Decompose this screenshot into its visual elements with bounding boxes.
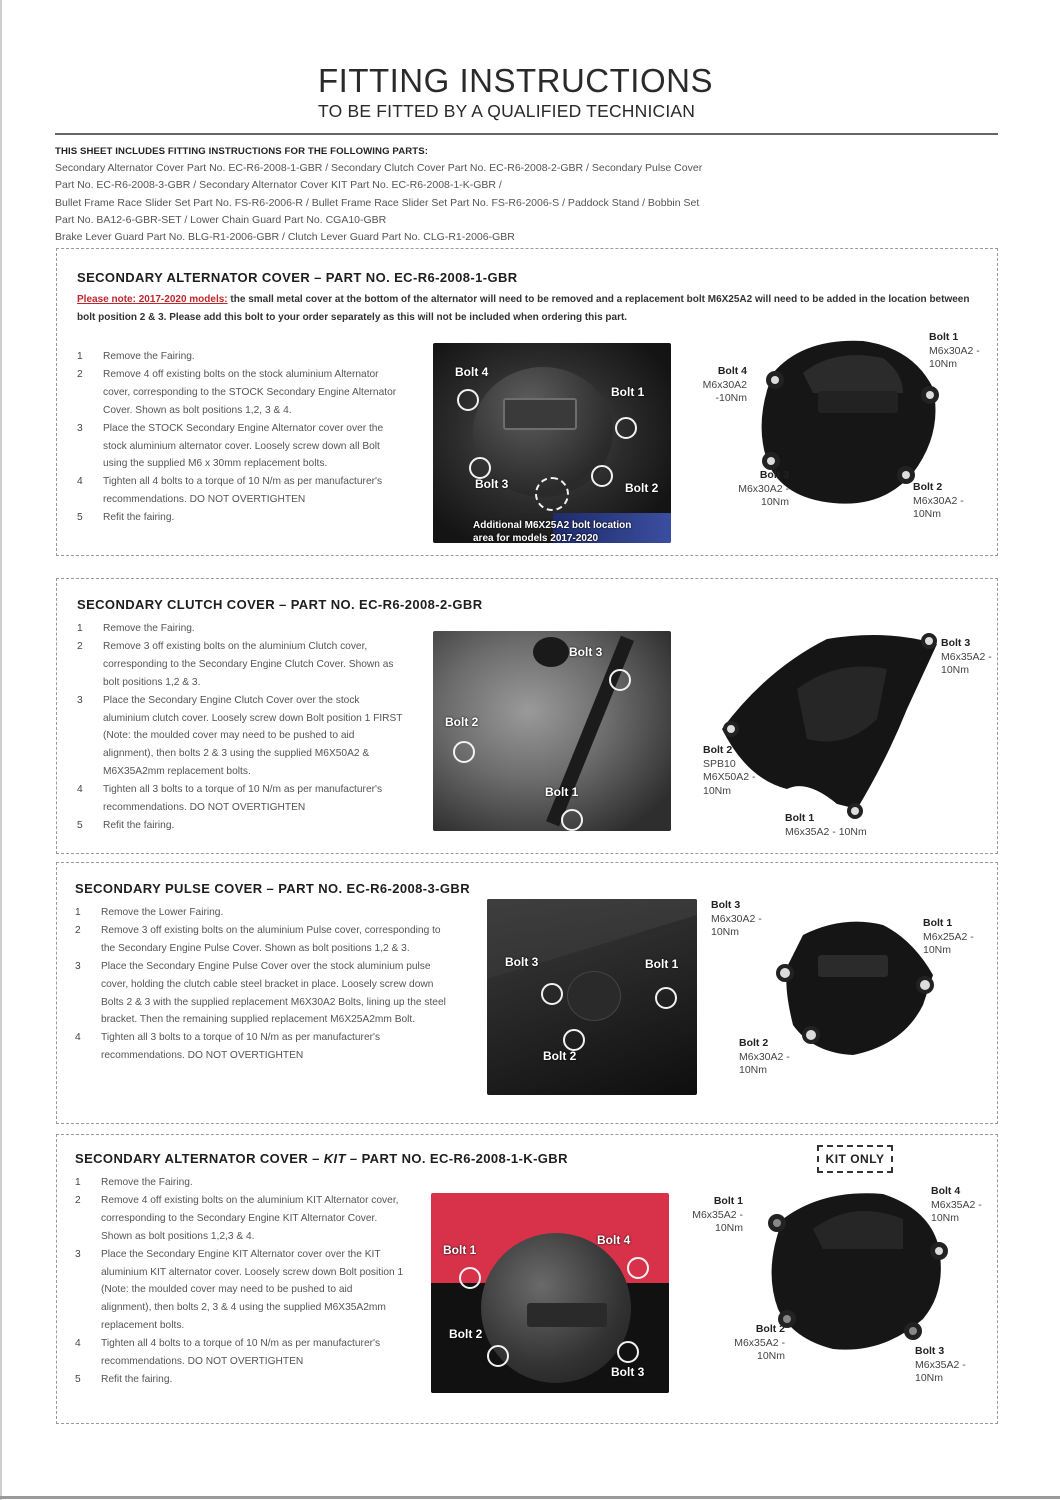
bolt-ring: [453, 741, 475, 763]
kit-photo: [431, 1193, 669, 1393]
section-clutch-cover: [56, 578, 998, 854]
bolt-callout: Bolt 3 M6x35A2 - 10Nm: [915, 1345, 966, 1384]
step-item: 4 Tighten all 4 bolts to a torque of 10 N/m as per manufacturer's recommendations. DO NOT OVERTIGHTEN: [77, 476, 383, 506]
clutch-photo: [433, 631, 671, 831]
photo-bolt-label: Bolt 1: [611, 385, 645, 399]
photo-bolt-label: Bolt 3: [569, 645, 603, 659]
step-item: 2 Remove 4 off existing bolts on the aluminium KIT Alternator cover, corresponding to the Secondary Engine KIT Alternator Cover. Shown as bolt positions 1,2,3 & 4.: [75, 1194, 399, 1242]
bolt-ring: [457, 389, 479, 411]
bolt-ring: [627, 1257, 649, 1279]
pulse-photo: [487, 899, 697, 1095]
section-title: SECONDARY ALTERNATOR COVER – PART NO. EC-R6-2008-1-GBR: [77, 270, 518, 285]
bolt-ring: [655, 987, 677, 1009]
step-item: 4 Tighten all 4 bolts to a torque of 10 N/m as per manufacturer's recommendations. DO NOT OVERTIGHTEN: [75, 1338, 381, 1368]
note-label: Please note: 2017-2020 models:: [77, 294, 228, 305]
page-title: FITTING INSTRUCTIONS: [318, 62, 713, 99]
photo-bolt-label: Bolt 3: [475, 477, 509, 491]
step-item: 3 Place the Secondary Engine Clutch Cover over the stock aluminium clutch cover. Loosely screw down Bolt position 1 FIRST (Note: the moulded cover may need to be pushed to aid alignment), then bolts 2 & 3 using the supplied M6X50A2 & M6X35A2mm replacement bolts.: [77, 694, 403, 778]
step-item: 3 Place the Secondary Engine KIT Alternator cover over the KIT aluminium KIT alternator cover. Loosely screw down Bolt position 1 (Note: the moulded cover may need to be pushed to aid alignment), then bolts 2, 3 & 4 using the supplied M6X35A2mm replacement bolts.: [75, 1248, 404, 1332]
bolt-callout: Bolt 2 M6x35A2 - 10Nm: [734, 1323, 785, 1362]
step-item: 1 Remove the Fairing.: [77, 351, 195, 362]
section-alternator-cover-kit: [56, 1134, 998, 1424]
bolt-callout: Bolt 3 M6x30A2 - 10Nm: [711, 899, 762, 938]
section-pulse-cover: [56, 862, 998, 1124]
step-item: 2 Remove 3 off existing bolts on the aluminium Clutch cover, corresponding to the Secondary Engine Clutch Cover. Shown as bolt positions 1,2 & 3.: [77, 640, 394, 688]
bolt-ring: [469, 457, 491, 479]
bolt-callout: Bolt 1 M6x35A2 - 10Nm: [692, 1195, 743, 1234]
photo-bolt-label: Bolt 4: [597, 1233, 631, 1247]
photo-bolt-label: Bolt 3: [611, 1365, 645, 1379]
step-item: 2 Remove 3 off existing bolts on the aluminium Pulse cover, corresponding to the Secondary Engine Pulse Cover. Shown as bolt positions 1,2 & 3.: [75, 924, 441, 954]
section-title: SECONDARY CLUTCH COVER – PART NO. EC-R6-2008-2-GBR: [77, 597, 483, 612]
photo-bolt-label: Bolt 2: [543, 1049, 577, 1063]
bolt-callout: Bolt 3 M6x35A2 - 10Nm: [941, 637, 992, 676]
parts-list-line: Secondary Alternator Cover Part No. EC-R6-2008-1-GBR / Secondary Clutch Cover Part No. EC-R6-2008-2-GBR / Secondary Pulse Cover: [55, 162, 703, 175]
section-title: SECONDARY ALTERNATOR COVER – KIT – PART NO. EC-R6-2008-1-K-GBR: [75, 1151, 568, 1166]
bolt-ring-dashed: [535, 477, 569, 511]
bolt-callout: Bolt 1 M6x30A2 - 10Nm: [929, 331, 980, 370]
bolt-callout: Bolt 2 M6x30A2 - 10Nm: [913, 481, 964, 520]
step-item: 1 Remove the Lower Fairing.: [75, 907, 224, 918]
section-alternator-cover: [56, 248, 998, 556]
parts-list: [55, 143, 1005, 246]
step-list: [77, 348, 407, 527]
step-item: 1 Remove the Fairing.: [75, 1177, 193, 1188]
step-item: 3 Place the STOCK Secondary Engine Alternator cover over the stock aluminium alternator cover. Loosely screw down all Bolt using the supplied M6 x 30mm replacement bolts.: [77, 422, 384, 470]
page-subtitle: TO BE FITTED BY A QUALIFIED TECHNICIAN: [318, 101, 696, 121]
parts-list-line: Part No. BA12-6-GBR-SET / Lower Chain Guard Part No. CGA10-GBR: [55, 213, 387, 226]
note-text: the small metal cover at the bottom of the alternator will need to be removed and a replacement bolt M6X25A2 will need to be added in the location between bolt position 2 & 3. Please add this bolt to your order separately as this will not be included when ordering this part.: [77, 294, 970, 323]
kit-only-badge: KIT ONLY: [817, 1145, 893, 1173]
bolt-callout: Bolt 4 M6x35A2 - 10Nm: [931, 1185, 982, 1224]
step-list: [75, 904, 455, 1065]
photo-bolt-label: Bolt 2: [449, 1327, 483, 1341]
bolt-ring: [609, 669, 631, 691]
bolt-ring: [563, 1029, 585, 1051]
photo-bolt-label: Bolt 1: [645, 957, 679, 971]
parts-list-line: Part No. EC-R6-2008-3-GBR / Secondary Alternator Cover KIT Part No. EC-R6-2008-1-K-GBR /: [55, 179, 502, 192]
bolt-callout: Bolt 4 M6x30A2 -10Nm: [702, 365, 747, 404]
step-item: 3 Place the Secondary Engine Pulse Cover over the stock aluminium pulse cover, holding the clutch cable steel bracket in place. Loosely screw down Bolts 2 & 3 with the supplied replacement M6X30A2 Bolts, lining up the steel bracket. Then the remaining supplied replacement M6X25A2mm Bolt.: [75, 960, 446, 1026]
step-item: 5 Refit the fairing.: [75, 1373, 173, 1385]
section-title: SECONDARY PULSE COVER – PART NO. EC-R6-2008-3-GBR: [75, 881, 470, 896]
step-item: 4 Tighten all 3 bolts to a torque of 10 N/m as per manufacturer's recommendations. DO NOT OVERTIGHTEN: [75, 1032, 381, 1062]
photo-bolt-label: Bolt 1: [545, 785, 579, 799]
bolt-callout: Bolt 2 M6x30A2 - 10Nm: [739, 1037, 790, 1076]
model-note: [77, 291, 977, 327]
photo-bolt-label: Bolt 3: [505, 955, 539, 969]
step-list: [75, 1174, 405, 1389]
bolt-callout: Bolt 3 M6x30A2 - 10Nm: [738, 469, 789, 508]
photo-caption: Additional M6X25A2 bolt location area for models 2017-2020: [473, 520, 632, 543]
photo-bolt-label: Bolt 1: [443, 1243, 477, 1257]
bolt-ring: [487, 1345, 509, 1367]
step-item: 4 Tighten all 3 bolts to a torque of 10 N/m as per manufacturer's recommendations. DO NOT OVERTIGHTEN: [77, 784, 383, 814]
bolt-ring: [591, 465, 613, 487]
step-list: [77, 620, 407, 835]
bolt-ring: [541, 983, 563, 1005]
bolt-ring: [617, 1341, 639, 1363]
clutch-cover-diagram: [707, 629, 937, 829]
bolt-callout: Bolt 1 M6x25A2 - 10Nm: [923, 917, 974, 956]
sheet-edge: [0, 0, 2, 1500]
header-divider: [55, 133, 998, 135]
bolt-ring: [615, 417, 637, 439]
parts-list-line: Brake Lever Guard Part No. BLG-R1-2006-GBR / Clutch Lever Guard Part No. CLG-R1-2006-GBR: [55, 231, 515, 244]
photo-bolt-label: Bolt 2: [625, 481, 659, 495]
alternator-photo: [433, 343, 671, 543]
bolt-callout: Bolt 1 M6x35A2 - 10Nm: [785, 812, 867, 838]
parts-list-heading: THIS SHEET INCLUDES FITTING INSTRUCTIONS FOR THE FOLLOWING PARTS:: [55, 146, 429, 157]
step-item: 2 Remove 4 off existing bolts on the stock aluminium Alternator cover, corresponding to the STOCK Secondary Engine Alternator Cover. Shown as bolt positions 1,2, 3 & 4.: [77, 368, 397, 416]
photo-bolt-label: Bolt 2: [445, 715, 479, 729]
step-item: 5 Refit the fairing.: [77, 819, 175, 831]
photo-bolt-label: Bolt 4: [455, 365, 489, 379]
parts-list-line: Bullet Frame Race Slider Set Part No. FS-R6-2006-R / Bullet Frame Race Slider Set Part No. FS-R6-2006-S / Paddock Stand / Bobbin Set: [55, 196, 700, 209]
step-item: 5 Refit the fairing.: [77, 512, 175, 524]
sheet-edge: [0, 1496, 1060, 1499]
bolt-ring: [459, 1267, 481, 1289]
bolt-callout: Bolt 2 SPB10 M6X50A2 - 10Nm: [703, 744, 756, 797]
step-item: 1 Remove the Fairing.: [77, 623, 195, 634]
bolt-ring: [561, 809, 583, 831]
